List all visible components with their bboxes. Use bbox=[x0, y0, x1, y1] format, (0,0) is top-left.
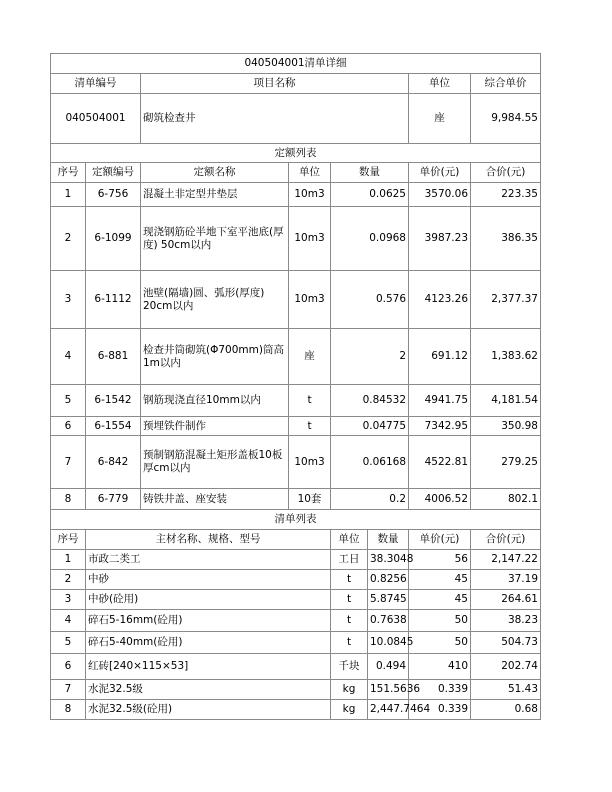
material-unit: t bbox=[331, 610, 368, 632]
material-name: 碎石5-16mm(砼用) bbox=[86, 610, 331, 632]
col-no: 序号 bbox=[51, 163, 86, 183]
material-qty: 151.5636 bbox=[368, 680, 409, 700]
material-unit: 千块 bbox=[331, 654, 368, 680]
material-total: 38.23 bbox=[471, 610, 541, 632]
material-total: 37.19 bbox=[471, 570, 541, 590]
material-no: 5 bbox=[51, 632, 86, 654]
col-quota-name: 定额名称 bbox=[141, 163, 289, 183]
material-total: 202.74 bbox=[471, 654, 541, 680]
quota-name: 现浇钢筋砼半地下室平池底(厚度) 50cm以内 bbox=[141, 207, 289, 271]
quota-no: 3 bbox=[51, 271, 86, 329]
quota-no: 8 bbox=[51, 489, 86, 510]
quota-code: 6-1099 bbox=[86, 207, 141, 271]
quota-code: 6-756 bbox=[86, 183, 141, 207]
quota-qty: 0.2 bbox=[331, 489, 409, 510]
quota-code: 6-1542 bbox=[86, 385, 141, 417]
col-list-code: 清单编号 bbox=[51, 74, 141, 94]
material-name: 中砂 bbox=[86, 570, 331, 590]
material-name: 水泥32.5级 bbox=[86, 680, 331, 700]
material-price: 50 bbox=[409, 610, 471, 632]
quota-qty: 0.84532 bbox=[331, 385, 409, 417]
material-price: 0.339 bbox=[409, 680, 471, 700]
material-price: 50 bbox=[409, 632, 471, 654]
quota-code: 6-842 bbox=[86, 436, 141, 489]
quota-no: 4 bbox=[51, 329, 86, 385]
quota-code: 6-881 bbox=[86, 329, 141, 385]
item-unit: 座 bbox=[409, 94, 471, 144]
material-no: 4 bbox=[51, 610, 86, 632]
item-name: 砌筑检查井 bbox=[141, 94, 409, 144]
quota-name: 钢筋现浇直径10mm以内 bbox=[141, 385, 289, 417]
material-total: 2,147.22 bbox=[471, 550, 541, 570]
material-price: 45 bbox=[409, 590, 471, 610]
quota-name: 铸铁井盖、座安装 bbox=[141, 489, 289, 510]
material-qty: 0.494 bbox=[368, 654, 409, 680]
quota-qty: 0.0968 bbox=[331, 207, 409, 271]
material-no: 1 bbox=[51, 550, 86, 570]
col-quota-code: 定额编号 bbox=[86, 163, 141, 183]
material-unit: t bbox=[331, 570, 368, 590]
quota-unit: t bbox=[289, 417, 331, 436]
material-unit: kg bbox=[331, 700, 368, 720]
material-qty: 5.8745 bbox=[368, 590, 409, 610]
quota-name: 池壁(隔墙)圆、弧形(厚度) 20cm以内 bbox=[141, 271, 289, 329]
material-unit: 工日 bbox=[331, 550, 368, 570]
quota-no: 1 bbox=[51, 183, 86, 207]
quota-price: 691.12 bbox=[409, 329, 471, 385]
list-title: 040504001清单详细 bbox=[51, 54, 541, 74]
col-price: 单价(元) bbox=[409, 530, 471, 550]
quota-code: 6-779 bbox=[86, 489, 141, 510]
material-price: 410 bbox=[409, 654, 471, 680]
col-price: 单价(元) bbox=[409, 163, 471, 183]
col-total: 合价(元) bbox=[471, 530, 541, 550]
material-name: 水泥32.5级(砼用) bbox=[86, 700, 331, 720]
material-name: 中砂(砼用) bbox=[86, 590, 331, 610]
material-unit: t bbox=[331, 590, 368, 610]
material-price: 45 bbox=[409, 570, 471, 590]
material-name: 碎石5-40mm(砼用) bbox=[86, 632, 331, 654]
material-qty: 10.0845 bbox=[368, 632, 409, 654]
material-unit: kg bbox=[331, 680, 368, 700]
col-unit: 单位 bbox=[289, 163, 331, 183]
quota-qty: 2 bbox=[331, 329, 409, 385]
quota-unit: 10套 bbox=[289, 489, 331, 510]
quota-qty: 0.04775 bbox=[331, 417, 409, 436]
quota-code: 6-1112 bbox=[86, 271, 141, 329]
col-unit-price: 综合单价 bbox=[471, 74, 541, 94]
col-qty: 数量 bbox=[368, 530, 409, 550]
quota-no: 6 bbox=[51, 417, 86, 436]
col-material-name: 主材名称、规格、型号 bbox=[86, 530, 331, 550]
quota-total: 279.25 bbox=[471, 436, 541, 489]
quota-price: 3987.23 bbox=[409, 207, 471, 271]
quota-price: 3570.06 bbox=[409, 183, 471, 207]
quota-unit: 10m3 bbox=[289, 436, 331, 489]
quota-total: 4,181.54 bbox=[471, 385, 541, 417]
quota-total: 802.1 bbox=[471, 489, 541, 510]
quota-no: 2 bbox=[51, 207, 86, 271]
quota-no: 5 bbox=[51, 385, 86, 417]
material-qty: 38.3048 bbox=[368, 550, 409, 570]
detail-table-main bbox=[50, 53, 541, 720]
material-price: 56 bbox=[409, 550, 471, 570]
material-no: 7 bbox=[51, 680, 86, 700]
col-unit: 单位 bbox=[409, 74, 471, 94]
quota-unit: 10m3 bbox=[289, 183, 331, 207]
quota-price: 4006.52 bbox=[409, 489, 471, 510]
quota-price: 4522.81 bbox=[409, 436, 471, 489]
col-item-name: 项目名称 bbox=[141, 74, 409, 94]
material-name: 红砖[240×115×53] bbox=[86, 654, 331, 680]
material-unit: t bbox=[331, 632, 368, 654]
material-name: 市政二类工 bbox=[86, 550, 331, 570]
col-total: 合价(元) bbox=[471, 163, 541, 183]
material-qty: 0.8256 bbox=[368, 570, 409, 590]
material-no: 6 bbox=[51, 654, 86, 680]
material-no: 2 bbox=[51, 570, 86, 590]
col-no: 序号 bbox=[51, 530, 86, 550]
quota-price: 4123.26 bbox=[409, 271, 471, 329]
quota-total: 223.35 bbox=[471, 183, 541, 207]
quota-total: 350.98 bbox=[471, 417, 541, 436]
quota-section-title: 定额列表 bbox=[51, 144, 541, 163]
quota-name: 预制钢筋混凝土矩形盖板10板厚cm以内 bbox=[141, 436, 289, 489]
list-code: 040504001 bbox=[51, 94, 141, 144]
materials-section-title: 清单列表 bbox=[51, 510, 541, 530]
material-no: 3 bbox=[51, 590, 86, 610]
material-no: 8 bbox=[51, 700, 86, 720]
item-price: 9,984.55 bbox=[471, 94, 541, 144]
quota-price: 4941.75 bbox=[409, 385, 471, 417]
material-total: 504.73 bbox=[471, 632, 541, 654]
quota-total: 1,383.62 bbox=[471, 329, 541, 385]
material-total: 264.61 bbox=[471, 590, 541, 610]
col-unit: 单位 bbox=[331, 530, 368, 550]
col-qty: 数量 bbox=[331, 163, 409, 183]
quota-code: 6-1554 bbox=[86, 417, 141, 436]
quota-qty: 0.06168 bbox=[331, 436, 409, 489]
quota-qty: 0.576 bbox=[331, 271, 409, 329]
quota-name: 混凝土非定型井垫层 bbox=[141, 183, 289, 207]
quota-unit: 10m3 bbox=[289, 207, 331, 271]
quota-unit: 座 bbox=[289, 329, 331, 385]
quota-total: 386.35 bbox=[471, 207, 541, 271]
material-qty: 2,447.7464 bbox=[368, 700, 409, 720]
material-qty: 0.7638 bbox=[368, 610, 409, 632]
quota-name: 检查井筒砌筑(Φ700mm)筒高1m以内 bbox=[141, 329, 289, 385]
material-price: 0.339 bbox=[409, 700, 471, 720]
material-total: 0.68 bbox=[471, 700, 541, 720]
quota-name: 预埋铁件制作 bbox=[141, 417, 289, 436]
quota-total: 2,377.37 bbox=[471, 271, 541, 329]
quota-unit: 10m3 bbox=[289, 271, 331, 329]
quota-unit: t bbox=[289, 385, 331, 417]
quota-qty: 0.0625 bbox=[331, 183, 409, 207]
quota-price: 7342.95 bbox=[409, 417, 471, 436]
material-total: 51.43 bbox=[471, 680, 541, 700]
quota-no: 7 bbox=[51, 436, 86, 489]
